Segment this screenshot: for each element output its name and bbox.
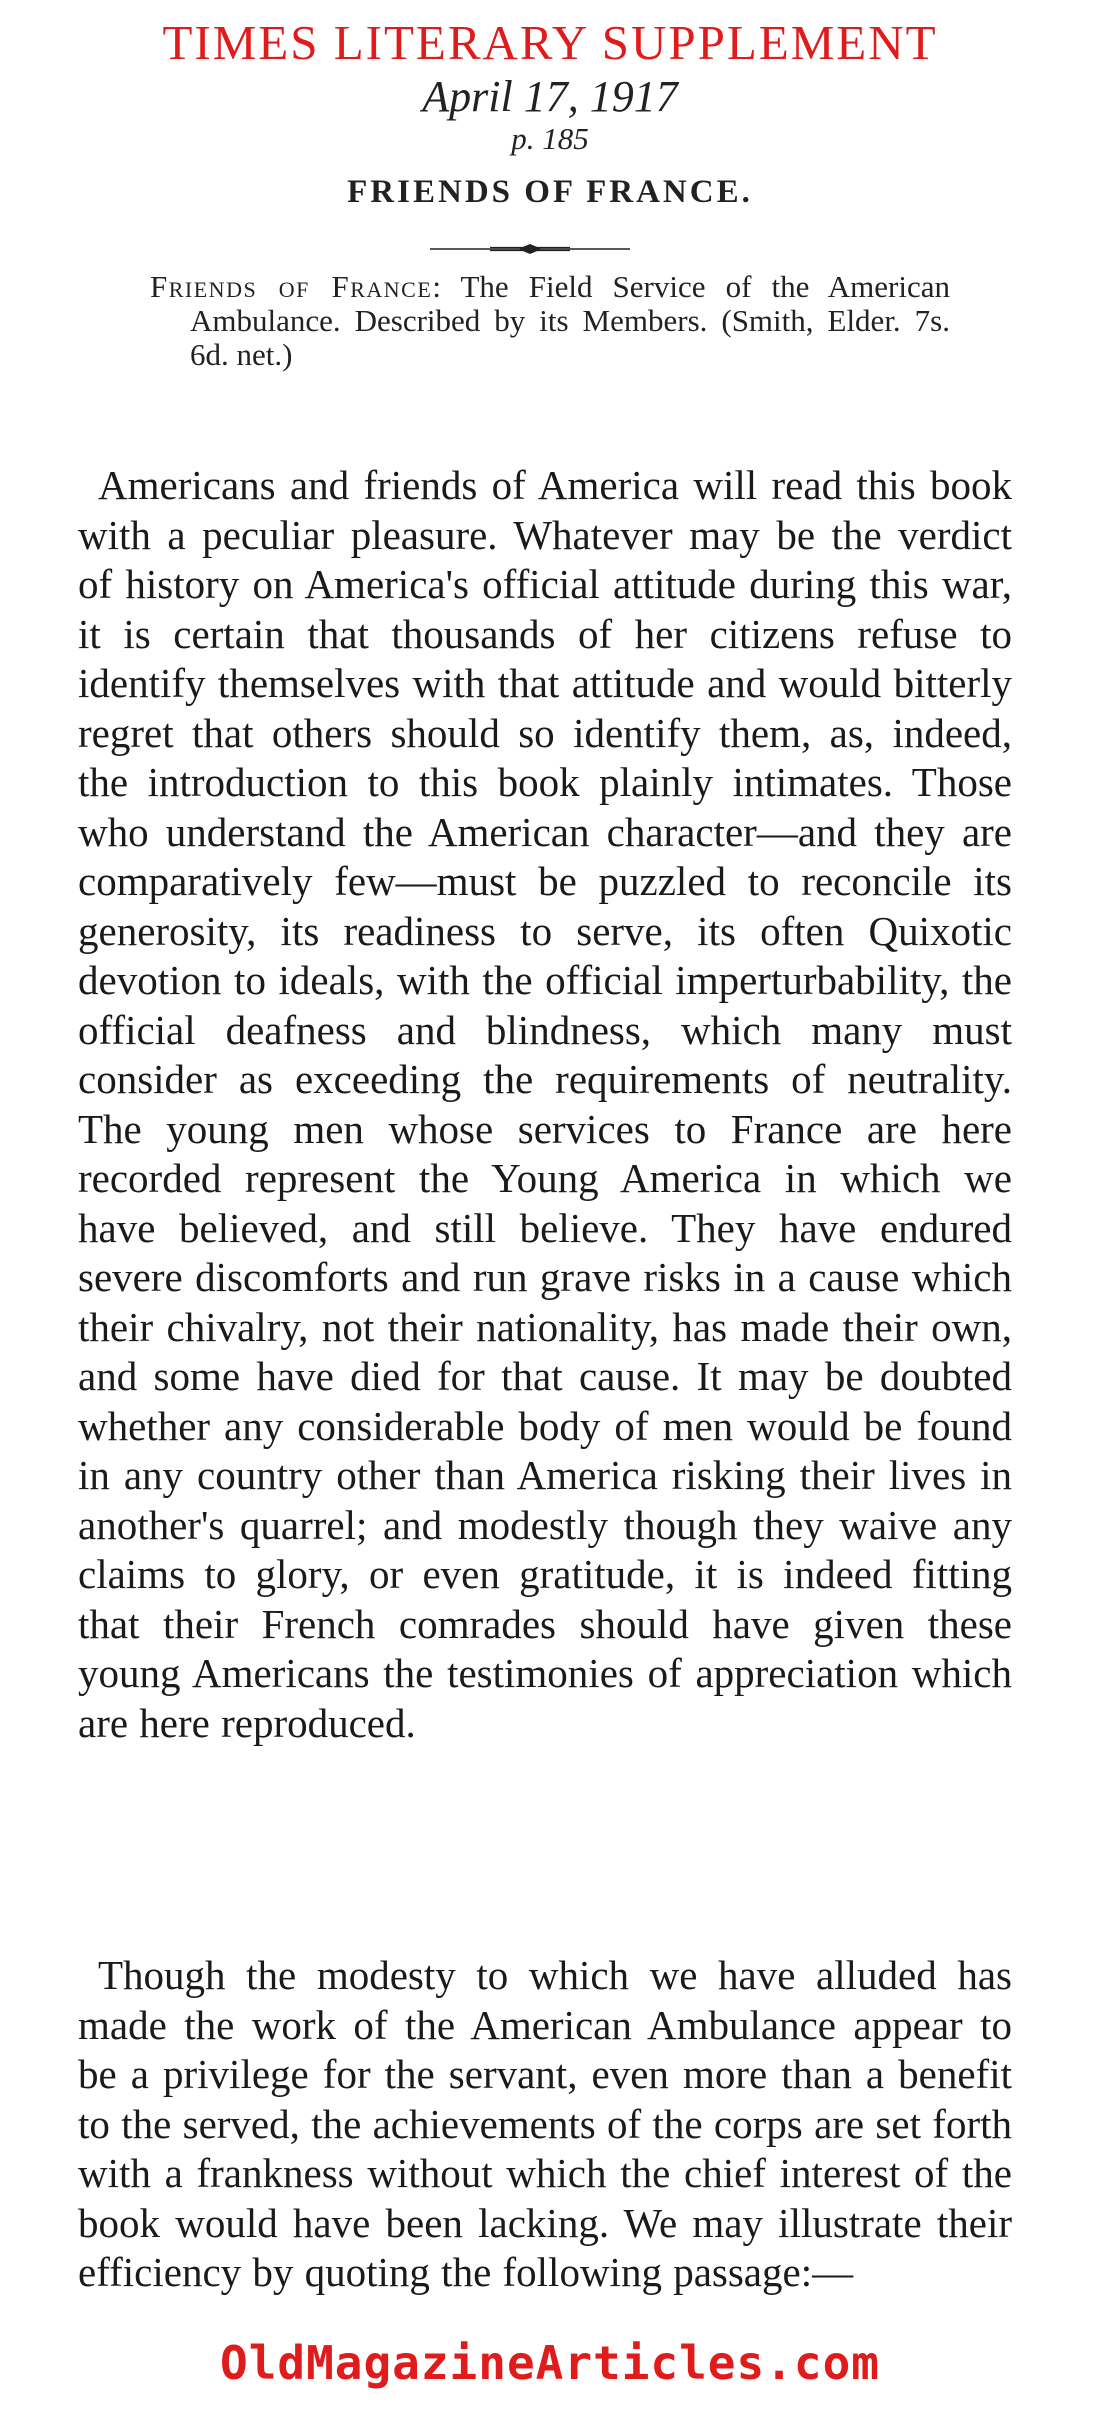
- source-watermark: OldMagazineArticles.com: [220, 2336, 880, 2390]
- book-citation: [150, 270, 950, 372]
- article-title: FRIENDS OF FRANCE.: [347, 174, 753, 210]
- paragraph-2: Though the modesty to which we have alluded has made the work of the American Ambulance appear to be a privilege for the servant, even more than a benefit to the served, the achievements of the corps are set forth with a frankness without which the chief interest of the book would have been lacking. We may illustrate their efficiency by quoting the following passage:—: [78, 1952, 1012, 2295]
- masthead: [0, 14, 1100, 212]
- publication-title: TIMES LITERARY SUPPLEMENT: [162, 15, 938, 70]
- book-title: Friends of France: [150, 269, 433, 304]
- page-number: p. 185: [511, 121, 589, 156]
- paragraph-1: Americans and friends of America will read this book with a peculiar pleasure. Whatever may be the verdict of history on America's official attitude during this war, it is certain that thousands of her citizens refuse to identify themselves with that attitude and would bitterly regret that others should so identify them, as, indeed, the introduction to this book plainly intimates. Those who understand the American character—and they are comparatively few—must be puzzled to reconcile its generosity, its readiness to serve, its often Quixotic devotion to ideals, with the official imperturbability, the official deafness and blindness, which many must consider as exceeding the requirements of neutrality. The young men whose services to France are here recorded represent the Young America in which we have believed, and still believe. They have endured severe discomforts and run grave risks in a cause which their chivalry, not their nationality, has made their own, and some have died for that cause. It may be doubted whether any considerable body of men would be found in any country other than America risking their lives in another's quarrel; and modestly though they waive any claims to glory, or even gratitude, it is indeed fitting that their French comrades should have given these young Americans the testimonies of appreciation which are here reproduced.: [78, 462, 1012, 1746]
- citation-details: : The Field Service of the American Ambulance. Described by its Members. (Smith, Elder. 7s. 6d. net.): [190, 269, 950, 372]
- publication-date: April 17, 1917: [422, 72, 678, 121]
- ornamental-rule: [430, 242, 630, 256]
